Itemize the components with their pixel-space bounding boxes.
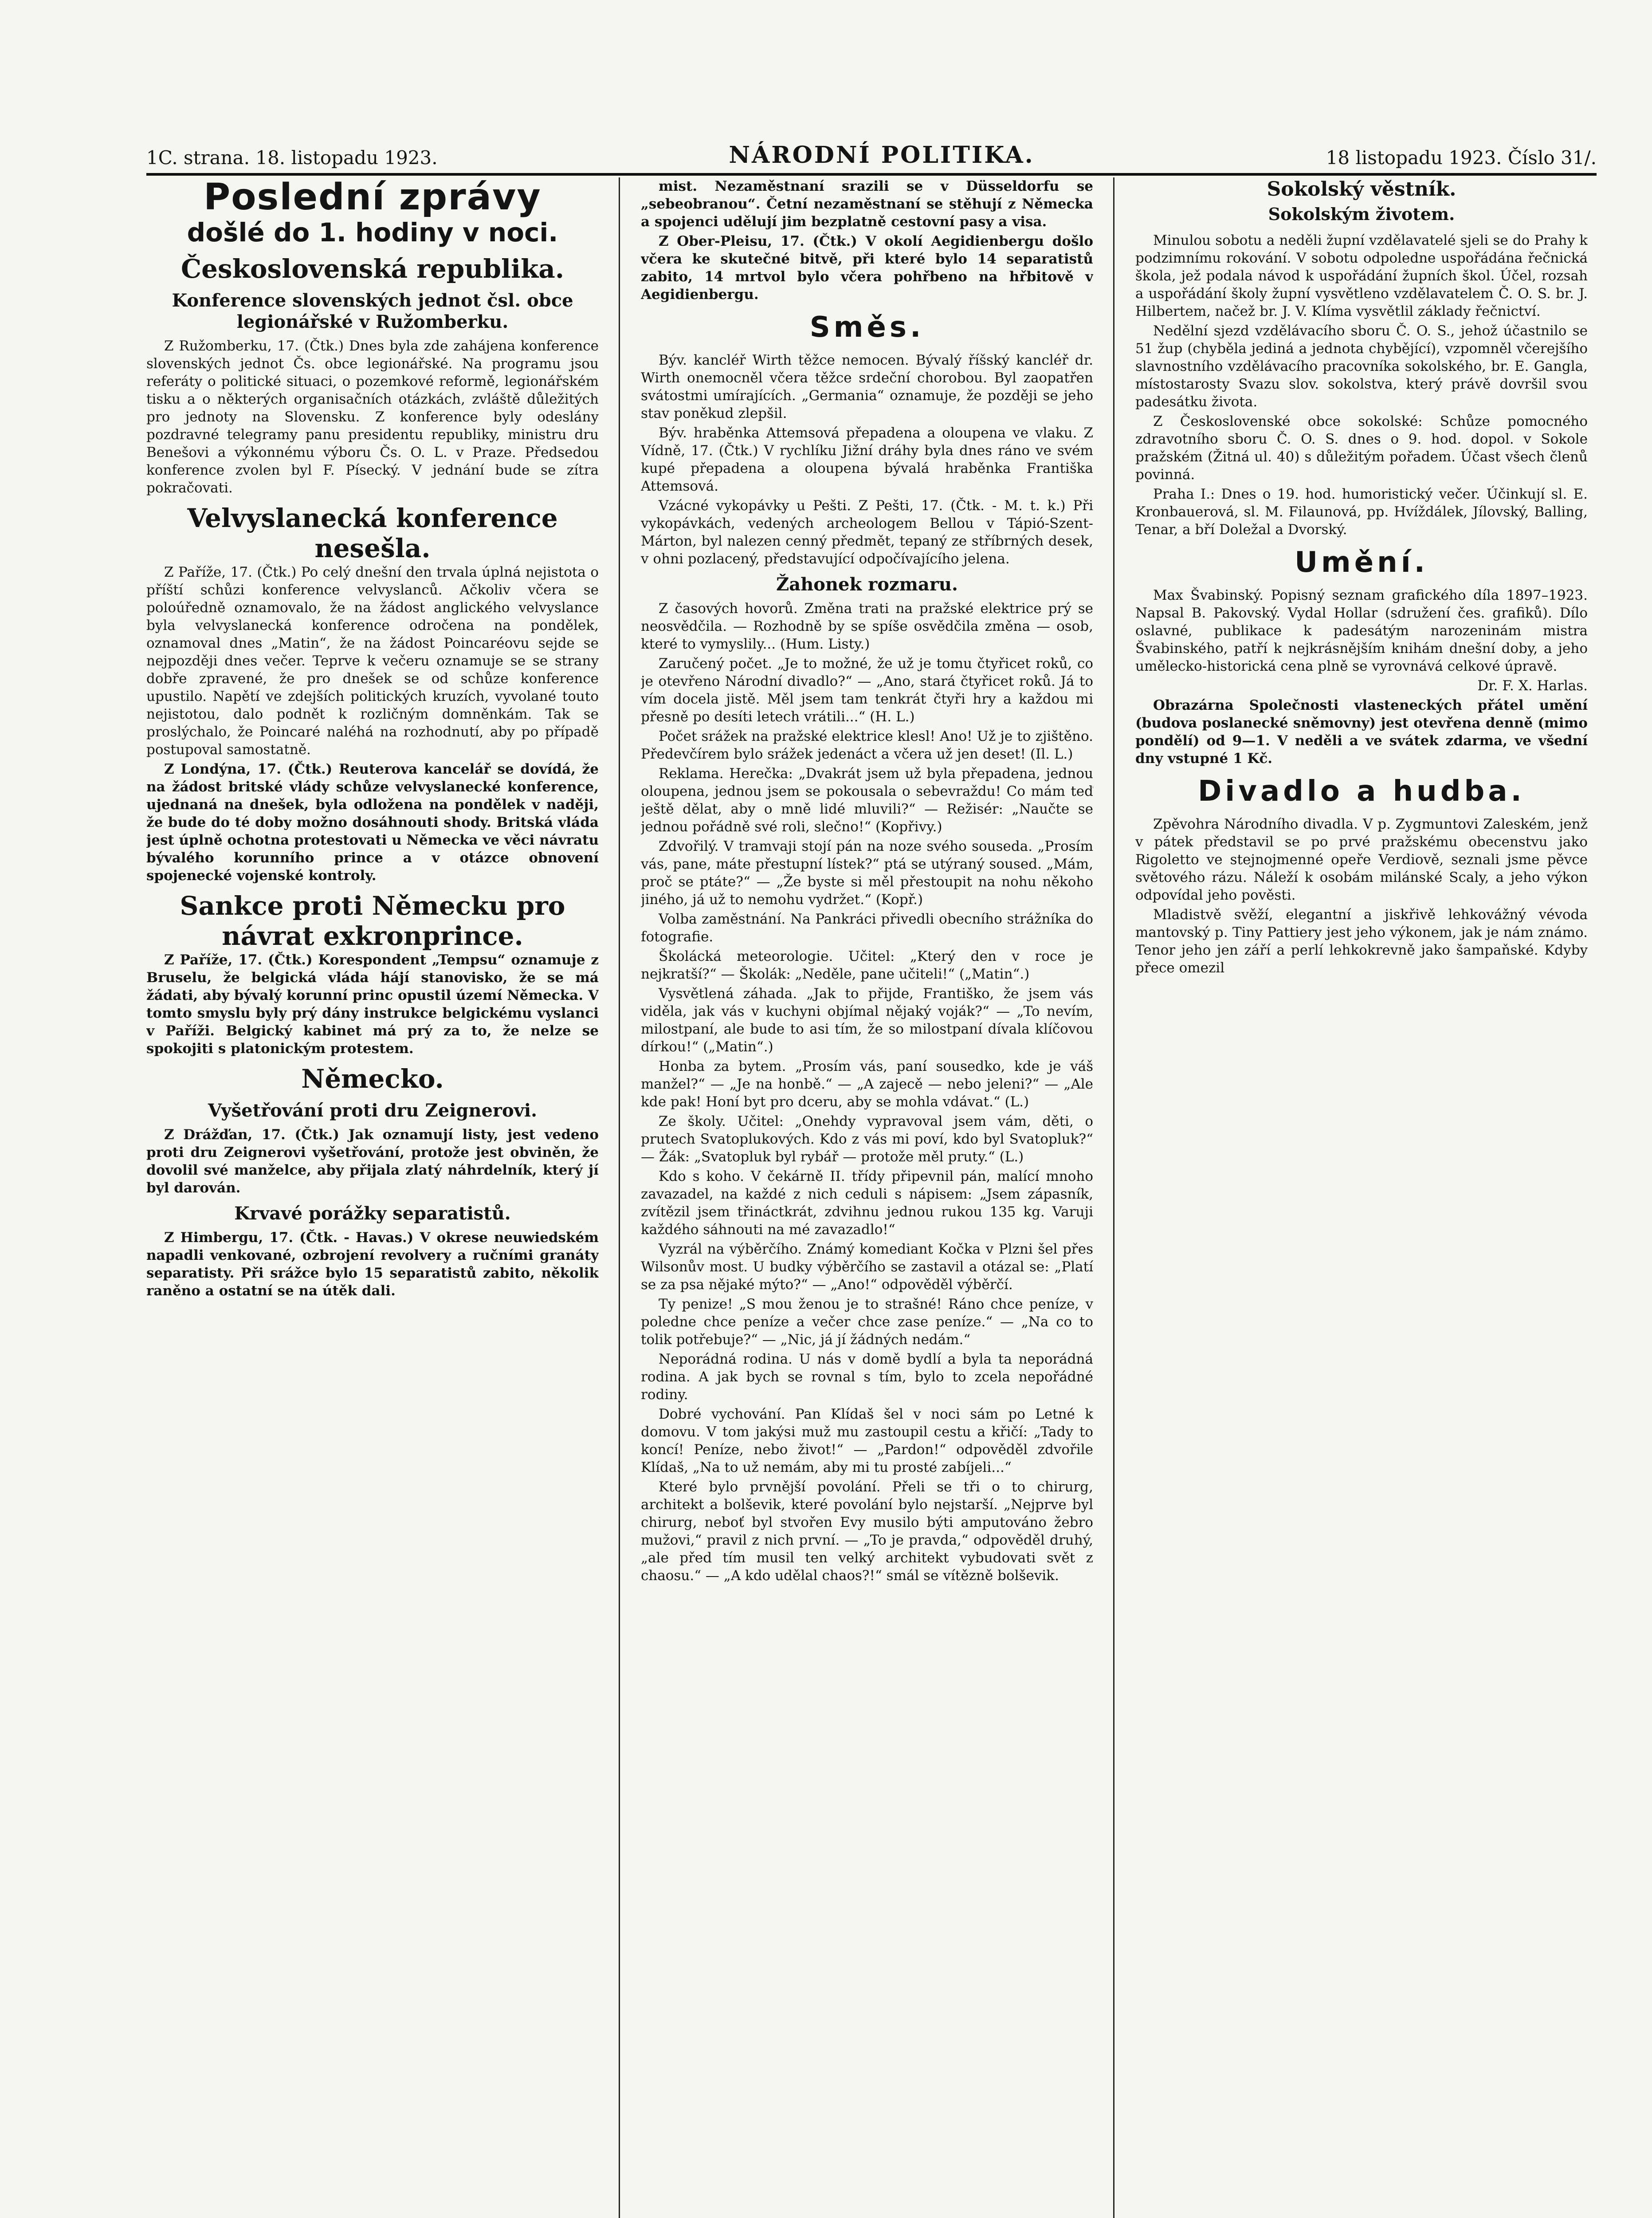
article-paragraph: Ty penize! „S mou ženou je to strašné! Ráno chce peníze, v poledne chce peníze a večer chce zase peníze.“ — „Na co to tolik potřebuje?“ — „Nic, já jí žádných nedám.“ <box>641 1296 1093 1348</box>
article-paragraph: Reklama. Herečka: „Dvakrát jsem už byla přepadena, jednou oloupena, jednou jsem se pokousala o sebevraždu! Co mám teď ještě dělat, aby o mně lidé mluvili?“ — Režisér: „Naučte se jednou pořádně své roli, slečno!“ (Kopřivy.) <box>641 766 1093 835</box>
article-heading: Krvavé porážky separatistů. <box>234 1203 511 1224</box>
article-paragraph: Z Londýna, 17. (Čtk.) Reuterova kancelář se dovídá, že na žádost britské vlády schůze velvyslanecké konference, ujednaná na dnešek, byla odložena na pondělek v naději, že bude do té doby možno dosáhnouti shody. Britská vláda jest úplně ochotna protestovati u Německa ve věci návratu bývalého korunního prince a v otázce obnovení spojenecké vojenské kontroly. <box>146 761 599 884</box>
article-paragraph: Z Československé obce sokolské: Schůze pomocného zdravotního sboru Č. O. S. dnes o 9. hod. dopol. v Sokole pražském (Žitná ul. 40) s důležitým pořadem. Účast všech členů povinná. <box>1135 413 1588 483</box>
column-rule <box>619 177 620 2218</box>
section-heading: Umění. <box>1295 546 1428 579</box>
article-heading: Sokolským životem. <box>1268 204 1455 224</box>
section-heading: Německo. <box>301 1064 444 1094</box>
banner-title: Poslední zprávy <box>204 177 542 218</box>
article-paragraph: mist. Nezaměstnaní srazili se v Düsseldorfu se „sebeobranou“. Četní nezaměstnaní se stěhují z Německa a spojenci udělují jim bezplatně cestovní pasy a visa. <box>641 178 1093 230</box>
article-paragraph: Zpěvohra Národního divadla. V p. Zygmuntovi Zaleském, jenž v pátek představil se po prvé pražskému obecenstvu jako Rigoletto ve stejnojmenné opeře Verdiově, seznali jsme pěvce světového rázu. Náleží k osobám milánské Scaly, a jeho výkon odpovídal jeho pověsti. <box>1135 816 1588 903</box>
article-paragraph: Býv. hraběnka Attemsová přepadena a oloupena ve vlaku. Z Vídně, 17. (Čtk.) V rychlíku Jižní dráhy byla dnes ráno ve svém kupé přepadena a oloupena bývalá hraběnka Františka Attemsová. <box>641 425 1093 494</box>
section-heading: Směs. <box>809 311 925 344</box>
section-heading: Velvyslanecká konference nesešla. <box>187 503 558 563</box>
article-paragraph: Které bylo prvnější povolání. Přeli se tři o to chirurg, architekt a bolševik, které povolání bylo nejstarší. „Nejprve byl chirurg, neboť byl stvořen Evy musilo býti amputováno žebro mužovi,“ pravil z nich první. — „To je pravda,“ odpověděl druhý, „ale před tím musil ten velký architekt vybudovati svět z chaosu.“ — „A kdo udělal chaos?!“ smál se vítězně bolševik. <box>641 1479 1093 1584</box>
column-2 <box>641 177 1093 2218</box>
article-heading: Vyšetřování proti dru Zeignerovi. <box>208 1100 538 1121</box>
article-paragraph: Vyzrál na výběrčího. Známý komediant Kočka v Plzni šel přes Wilsonův most. U budky výběrčího se zastavil a otázal se: „Platí se za psa nějaké mýto?“ — „Ano!“ odpověděl výběrčí. <box>641 1241 1093 1293</box>
article-paragraph: Zaručený počet. „Je to možné, že už je tomu čtyřicet roků, co je otevřeno Národní divadlo?“ — „Ano, stará čtyřicet roků. Já to vím docela jistě. Měl jsem tam tenkrát čtyři hry a každou mi přesně po desíti letech vrátili...“ (H. L.) <box>641 656 1093 725</box>
masthead: NÁRODNÍ POLITIKA. <box>729 142 1035 169</box>
article-paragraph: Zdvořilý. V tramvaji stojí pán na noze svého souseda. „Prosím vás, pane, máte přestupní lístek?“ ptá se utýraný soused. „Mám, proč se ptáte?“ — „Že byste si měl přestoupit na nohu někoho jiného, já už to nemohu vydržet.“ (Kopř.) <box>641 838 1093 908</box>
article-paragraph: Volba zaměstnání. Na Pankráci přivedli obecního strážníka do fotografie. <box>641 911 1093 945</box>
article-paragraph: Kdo s koho. V čekárně II. třídy připevnil pán, malící mnoho zavazadel, na každé z nich ceduli s nápisem: „Jsem zápasník, zvítězil jsem třináctkrát, zdvihnu jednou rukou 135 kg. Varuji každého sáhnouti na mé zavazadlo!“ <box>641 1168 1093 1238</box>
column-3 <box>1135 177 1588 2218</box>
article-paragraph: Dobré vychování. Pan Klídaš šel v noci sám po Letné k domovu. V tom jakýsi muž mu zastoupil cestu a křičí: „Tady to koncí! Peníze, nebo život!“ — „Pardon!“ odpověděl zdvořile Klídaš, „Na to už nemám, aby mi tu prosté zabíjeli...“ <box>641 1406 1093 1475</box>
article-paragraph: Vysvětlená záhada. „Jak to přijde, Františko, že jsem vás viděla, jak vás v kuchyni objímal nějaký voják?“ — „To nevím, milostpaní, ale bude to asi tím, že so milostpaní dívala klíčovou dírkou!“ („Matin“.) <box>641 986 1093 1055</box>
article-paragraph: Počet srážek na pražské elektrice klesl! Ano! Už je to zjištěno. Předevčírem bylo srážek jedenáct a včera už jen deset! (Il. L.) <box>641 728 1093 762</box>
article-paragraph: Býv. kancléř Wirth těžce nemocen. Bývalý říšský kancléř dr. Wirth onemocněl včera těžce srdeční chorobou. Byl zaopatřen svátostmi umírajících. „Germania“ oznamuje, že později se jeho stav poněkud zlepšil. <box>641 352 1093 421</box>
article-paragraph: Školácká meteorologie. Učitel: „Který den v roce je nejkratší?“ — Školák: „Neděle, pane učiteli!“ („Matin“.) <box>641 948 1093 982</box>
article-paragraph: Max Švabinský. Popisný seznam grafického díla 1897–1923. Napsal B. Pakovský. Vydal Hollar (sdružení čes. grafiků). Dílo oslavné, publikace k padesátým narozeninám mistra Švabinského, patří k nejkrásnějším knihám dnešní doby, a jeho umělecko-historická cena plně se vyrovnává celkové úpravě. <box>1135 587 1588 674</box>
article-paragraph: Z Paříže, 17. (Čtk.) Po celý dnešní den trvala úplná nejistota o příští schůzi konference velvyslanců. Ačkoliv včera se poloúředně oznamovalo, že na žádost anglického velvyslance byla velvyslanecká konference odročena na pondělek, oznamoval dnes „Matin“, že na žádost Poincaréovu sejde se nejpozději dnes večer. Teprve k večeru oznamuje se se strany dobře zpravené, že pro dnešek se od schůze konference upustilo. Napětí ve zdejších politických kruzích, vyvolané touto nejistotou, dalo podnět k rozličným domněnkám. Tak se proslýchalo, že Poincaré naléhá na rozhodnutí, aby po případě postupoval samostatně. <box>146 564 599 758</box>
section-heading: Divadlo a hudba. <box>1198 775 1525 808</box>
article-paragraph: Vzácné vykopávky u Pešti. Z Pešti, 17. (Čtk. - M. t. k.) Při vykopávkách, vedených archeologem Bellou v Tápió-Szent-Márton, byl nalezen cenný předmět, tepaný ze stříbrných desek, v ohni pozlacený, představující odpočívajícího jelena. <box>641 498 1093 567</box>
article-paragraph: Praha I.: Dnes o 19. hod. humoristický večer. Účinkují sl. E. Kronbauerová, sl. M. Filaunová, pp. Hvíždálek, Jílovský, Balling, Tenar, a bří Doležal a Dvorský. <box>1135 486 1588 538</box>
column-rule <box>1113 177 1114 2218</box>
page-header <box>146 133 1597 176</box>
article-paragraph: Minulou sobotu a neděli župní vzdělavatelé sjeli se do Prahy k podzimnímu rokování. V sobotu odpoledne uspořádána řečnická škola, jež podala návod k uspořádání župních škol. Účel, rozsah a uspořádání školy župní vysvětleno vzdělavatelem Č. O. S. br. J. Hilbertem, načež br. J. V. Klíma vysvětlil základy řečnictví. <box>1135 232 1588 319</box>
article-paragraph: Z Ružomberku, 17. (Čtk.) Dnes byla zde zahájena konference slovenských jednot Čs. obce legionářské. Na programu jsou referáty o politické situaci, o pozemkové reformě, legionářském tisku a o některých organisačních otázkách, zvláště důležitých pro jednoty na Slovensku. Z konference byly odeslány pozdravné telegramy panu presidentu republiky, ministru dru Benešovi a výkonnému výboru Čs. O. L. v Praze. Předsedou konference zvolen byl F. Písecký. V jednání bude se zítra pokračovati. <box>146 338 599 496</box>
header-left: 1C. strana. 18. listopadu 1923. <box>146 147 438 169</box>
article-paragraph: Honba za bytem. „Prosím vás, paní sousedko, kde je váš manžel?“ — „Je na honbě.“ — „A zajecě — nebo jeleni?“ — „Ale kde pak! Honí byt pro dceru, aby se mohla vdávat.“ (L.) <box>641 1058 1093 1110</box>
article-paragraph: Ze školy. Učitel: „Onehdy vypravoval jsem vám, děti, o prutech Svatoplukových. Kdo z vás mi poví, kdo byl Svatopluk?“ — Žák: „Svatopluk byl rybář — protože měl pruty.“ (L.) <box>641 1113 1093 1165</box>
section-heading: Československá republika. <box>181 254 565 284</box>
article-paragraph: Z časových hovorů. Změna trati na pražské elektrice prý se neosvědčila. — Rozhodně by se spíše osvědčila změna — osob, které to vymyslily... (Hum. Listy.) <box>641 601 1093 652</box>
article-paragraph: Mladistvě svěží, elegantní a jiskřivě lehkovážný vévoda mantovský p. Tiny Pattiery jest jeho výkonem, jak je nám známo. Tenor jeho jen září a perlí lehkokrevně jako šampaňské. Kdyby přece omezil <box>1135 907 1588 976</box>
article-paragraph: Obrazárna Společnosti vlasteneckých přátel umění (budova poslanecké sněmovny) jest otevřena denně (mimo pondělí) od 9—1. V neděli a ve svátek zdarma, ve všední dny vstupné 1 Kč. <box>1135 697 1588 767</box>
article-paragraph: Z Drážďan, 17. (Čtk.) Jak oznamují listy, jest vedeno proti dru Zeignerovi vyšetřování, protože jest obviněn, že dovolil své manželce, aby přijala zlatý náhrdelník, který jí byl darován. <box>146 1127 599 1196</box>
article-paragraph: Neporádná rodina. U nás v domě bydlí a byla ta neporádná rodina. A jak bych se rovnal s tím, bylo to zcela nepořádné rodiny. <box>641 1351 1093 1403</box>
article-paragraph: Z Ober-Pleisu, 17. (Čtk.) V okolí Aegidienbergu došlo včera ke skutečné bitvě, při které bylo 14 separatistů zabito, 14 mrtvol bylo včera pohřbeno na hřbitově v Aegidienbergu. <box>641 233 1093 303</box>
article-paragraph: Nedělní sjezd vzdělávacího sboru Č. O. S., jehož účastnilo se 51 žup (chyběla jediná a jednota chybějící), vzpomněl včerejšího slavnostního vzdělávacího pracovníka sokolského, br. E. Gangla, místostarosty Svazu slov. sokolstva, který právě dovršil svou padesátku života. <box>1135 323 1588 410</box>
column-1 <box>146 177 599 2218</box>
article-paragraph: Z Himbergu, 17. (Čtk. - Havas.) V okrese neuwiedském napadli venkované, ozbrojení revolvery a ručními granáty separatisty. Při srážce bylo 15 separatistů zabito, několik raněno a ostatní se na útěk dali. <box>146 1230 599 1299</box>
banner-subtitle: došlé do 1. hodiny v noci. <box>187 217 558 248</box>
header-right: 18 listopadu 1923. Číslo 31/. <box>1326 147 1597 169</box>
article-signature: Dr. F. X. Harlas. <box>1477 678 1588 694</box>
article-heading: Konference slovenských jednot čsl. obce legionářské v Ružomberku. <box>172 290 573 332</box>
section-heading: Sankce proti Německu pro návrat exkronprince. <box>180 891 565 951</box>
article-paragraph: Z Paříže, 17. (Čtk.) Korespondent „Tempsu“ oznamuje z Bruselu, že belgická vláda hájí stanovisko, že se má žádati, aby bývalý korunní princ opustil území Německa. V tomto smyslu byly prý dány instrukce belgickému vyslanci v Paříži. Belgický kabinet má prý za to, že nelze se spokojiti s platonickým protestem. <box>146 952 599 1057</box>
section-heading: Sokolský věstník. <box>1267 178 1456 201</box>
article-heading: Žahonek rozmaru. <box>776 574 958 595</box>
